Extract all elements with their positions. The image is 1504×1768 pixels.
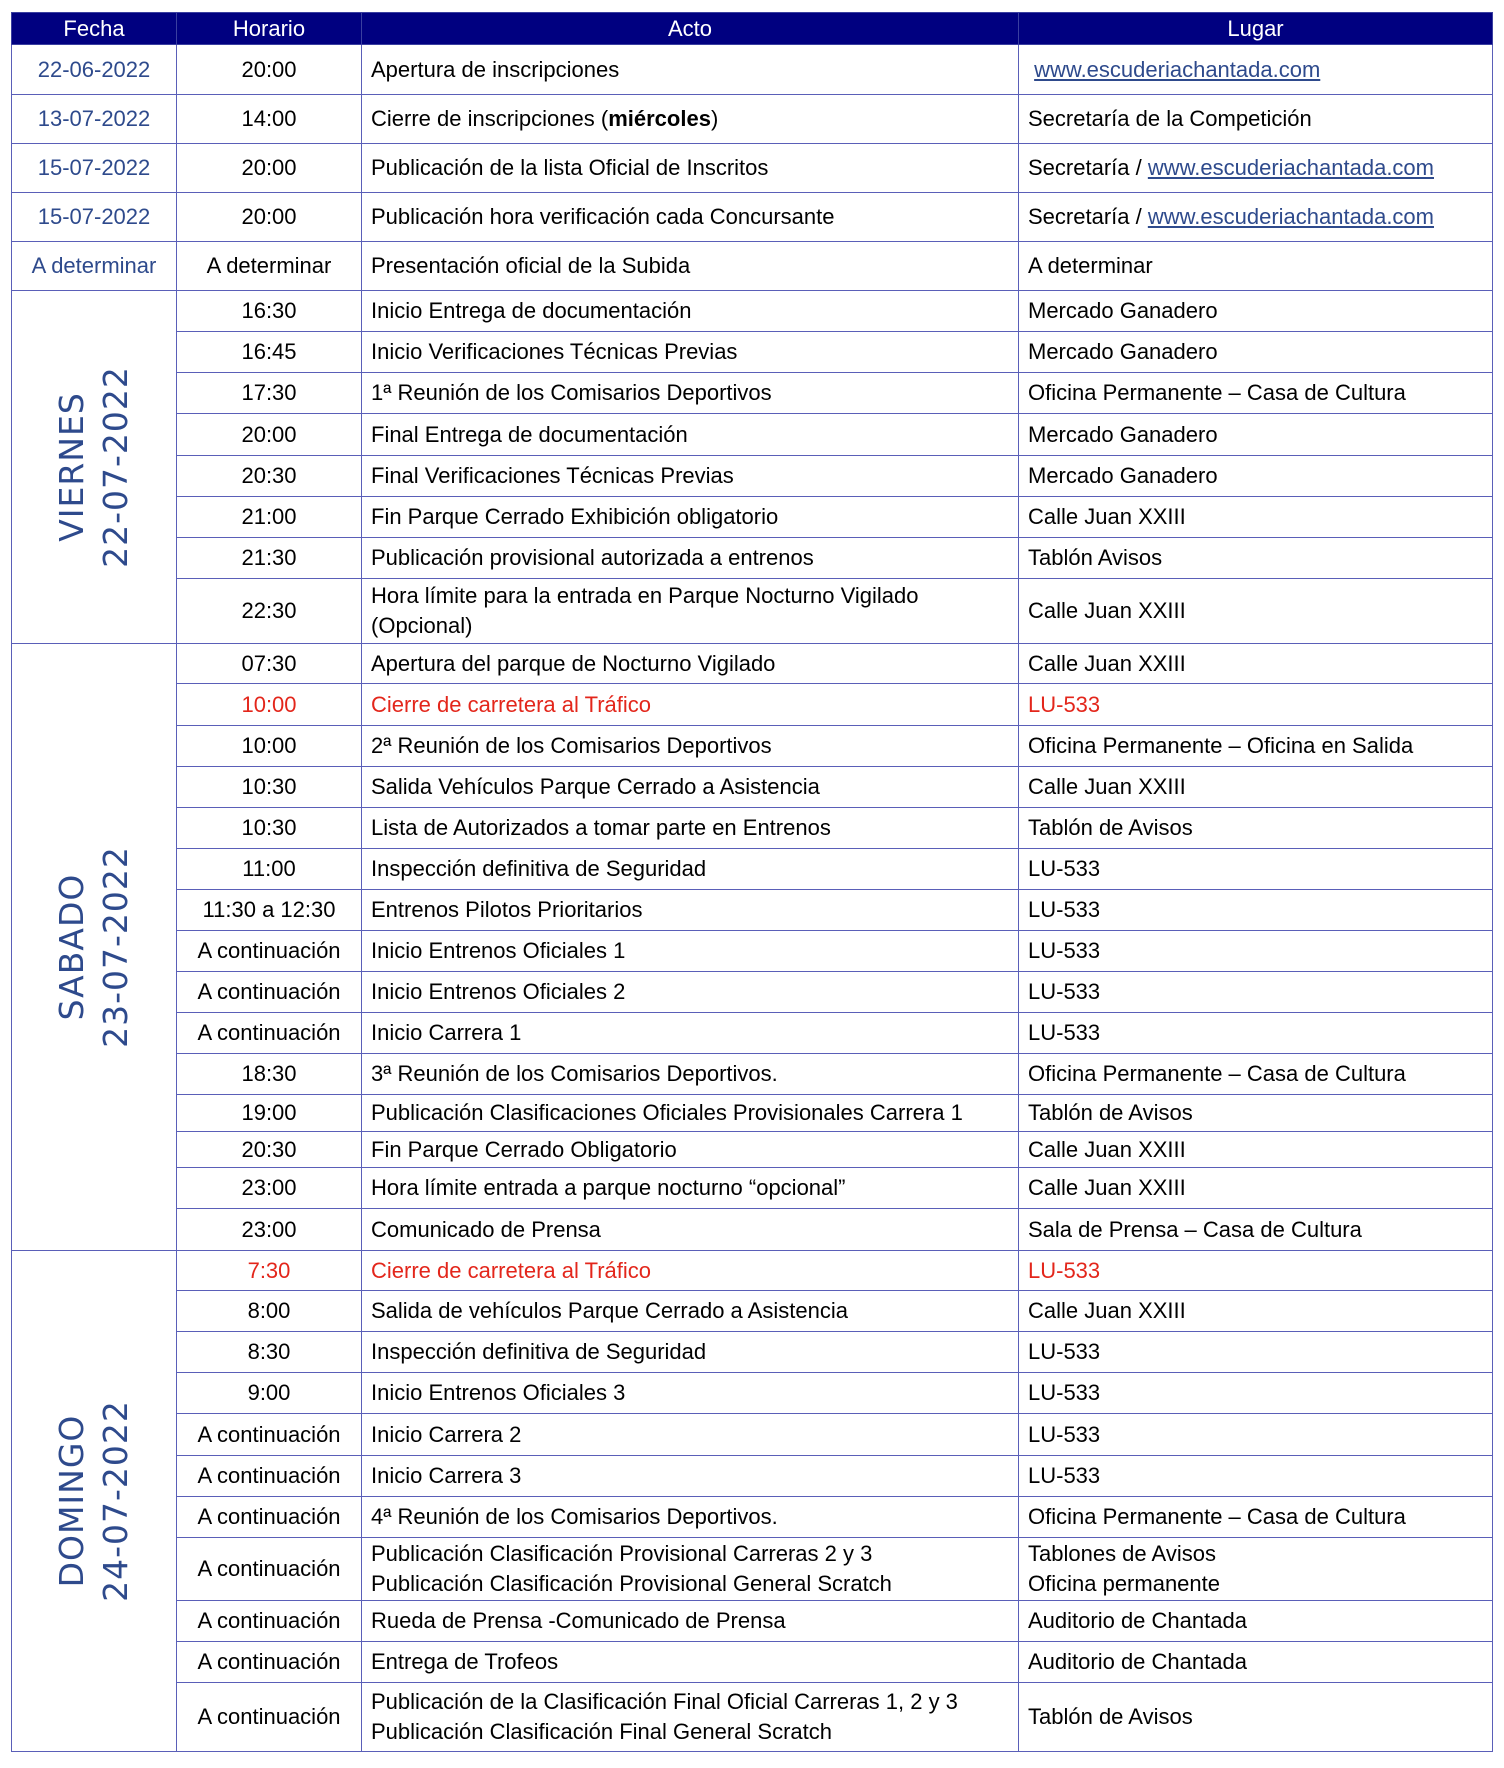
lugar-cell: Calle Juan XXIII <box>1019 644 1493 684</box>
acto-cell: Final Verificaciones Técnicas Previas <box>362 456 1019 497</box>
acto-line: Hora límite para la entrada en Parque Nocturno Vigilado <box>371 583 919 608</box>
acto-cell: Cierre de carretera al Tráfico <box>362 1251 1019 1291</box>
horario-cell: A continuación <box>177 1683 362 1752</box>
table-row <box>12 1054 1493 1095</box>
day-name: SABADO <box>52 873 91 1021</box>
acto-cell: Inicio Entrega de documentación <box>362 291 1019 332</box>
horario-cell: A continuación <box>177 1456 362 1497</box>
acto-cell <box>362 1538 1019 1601</box>
acto-cell: 3ª Reunión de los Comisarios Deportivos. <box>362 1054 1019 1095</box>
acto-cell: Inicio Carrera 2 <box>362 1414 1019 1456</box>
table-row <box>12 849 1493 890</box>
table-row <box>12 95 1493 144</box>
table-row <box>12 808 1493 849</box>
acto-cell: Comunicado de Prensa <box>362 1209 1019 1251</box>
table-row <box>12 726 1493 767</box>
horario-cell: 21:30 <box>177 538 362 579</box>
acto-cell: Fin Parque Cerrado Obligatorio <box>362 1132 1019 1168</box>
horario-cell: 23:00 <box>177 1209 362 1251</box>
lugar-cell: Mercado Ganadero <box>1019 332 1493 373</box>
horario-cell: 22:30 <box>177 579 362 644</box>
acto-cell: Inicio Entrenos Oficiales 2 <box>362 972 1019 1013</box>
lugar-cell: Tablón de Avisos <box>1019 1095 1493 1132</box>
table-row <box>12 497 1493 538</box>
table-row <box>12 456 1493 497</box>
table-row <box>12 1251 1493 1291</box>
acto-cell: Inicio Verificaciones Técnicas Previas <box>362 332 1019 373</box>
horario-cell: 7:30 <box>177 1251 362 1291</box>
horario-cell: 20:00 <box>177 144 362 193</box>
horario-cell: 11:30 a 12:30 <box>177 890 362 931</box>
lugar-prefix: Secretaría / <box>1028 204 1148 229</box>
lugar-line: Tablones de Avisos <box>1028 1541 1216 1566</box>
lugar-cell: Mercado Ganadero <box>1019 291 1493 332</box>
table-row <box>12 1456 1493 1497</box>
acto-cell: Inicio Carrera 3 <box>362 1456 1019 1497</box>
lugar-cell: A determinar <box>1019 242 1493 291</box>
horario-cell: A continuación <box>177 1538 362 1601</box>
table-row <box>12 1095 1493 1132</box>
acto-cell: 2ª Reunión de los Comisarios Deportivos <box>362 726 1019 767</box>
lugar-cell: Auditorio de Chantada <box>1019 1601 1493 1642</box>
lugar-cell: LU-533 <box>1019 1414 1493 1456</box>
table-row <box>12 1497 1493 1538</box>
acto-text-end: ) <box>710 106 719 131</box>
horario-cell: 18:30 <box>177 1054 362 1095</box>
acto-cell: Apertura del parque de Nocturno Vigilado <box>362 644 1019 684</box>
schedule-table <box>11 12 1493 1752</box>
lugar-cell: Mercado Ganadero <box>1019 414 1493 456</box>
lugar-cell: LU-533 <box>1019 1373 1493 1414</box>
lugar-cell: Auditorio de Chantada <box>1019 1642 1493 1683</box>
day-date: 22-07-2022 <box>96 366 135 568</box>
table-row <box>12 1332 1493 1373</box>
lugar-cell: Oficina Permanente – Casa de Cultura <box>1019 373 1493 414</box>
table-row <box>12 242 1493 291</box>
acto-text: Cierre de inscripciones ( <box>371 106 609 131</box>
fecha-cell: 13-07-2022 <box>12 95 177 144</box>
lugar-cell: Tablón de Avisos <box>1019 808 1493 849</box>
table-row <box>12 1209 1493 1251</box>
lugar-cell: Oficina Permanente – Casa de Cultura <box>1019 1054 1493 1095</box>
horario-cell: 20:00 <box>177 45 362 95</box>
day-cell <box>12 291 177 644</box>
lugar-cell <box>1019 144 1493 193</box>
acto-cell: Hora límite entrada a parque nocturno “opcional” <box>362 1168 1019 1209</box>
lugar-cell: LU-533 <box>1019 849 1493 890</box>
acto-cell: Salida Vehículos Parque Cerrado a Asistencia <box>362 767 1019 808</box>
lugar-cell: LU-533 <box>1019 1251 1493 1291</box>
lugar-cell: Calle Juan XXIII <box>1019 497 1493 538</box>
horario-cell: 19:00 <box>177 1095 362 1132</box>
table-row <box>12 972 1493 1013</box>
horario-cell: 10:30 <box>177 767 362 808</box>
table-row <box>12 684 1493 726</box>
acto-cell: Inspección definitiva de Seguridad <box>362 1332 1019 1373</box>
lugar-cell: Tablón de Avisos <box>1019 1683 1493 1752</box>
acto-cell: Inicio Entrenos Oficiales 3 <box>362 1373 1019 1414</box>
header-horario: Horario <box>177 13 362 45</box>
horario-cell: A continuación <box>177 1013 362 1054</box>
horario-cell: A continuación <box>177 972 362 1013</box>
table-row <box>12 373 1493 414</box>
acto-cell: Publicación Clasificaciones Oficiales Provisionales Carrera 1 <box>362 1095 1019 1132</box>
table-row <box>12 1168 1493 1209</box>
table-row <box>12 193 1493 242</box>
day-label <box>50 366 138 568</box>
header-row <box>12 13 1493 45</box>
lugar-cell: Oficina Permanente – Oficina en Salida <box>1019 726 1493 767</box>
horario-cell: 8:30 <box>177 1332 362 1373</box>
acto-line: Publicación Clasificación Provisional Carreras 2 y 3 <box>371 1541 873 1566</box>
lugar-cell: Tablón Avisos <box>1019 538 1493 579</box>
day-name: DOMINGO <box>52 1414 91 1588</box>
table-row <box>12 144 1493 193</box>
horario-cell: A continuación <box>177 1497 362 1538</box>
lugar-cell: LU-533 <box>1019 1332 1493 1373</box>
table-row <box>12 767 1493 808</box>
table-row <box>12 1414 1493 1456</box>
horario-cell: 20:30 <box>177 1132 362 1168</box>
lugar-cell: Calle Juan XXIII <box>1019 767 1493 808</box>
horario-cell: 20:00 <box>177 193 362 242</box>
table-row <box>12 890 1493 931</box>
acto-cell: Final Entrega de documentación <box>362 414 1019 456</box>
lugar-cell: Calle Juan XXIII <box>1019 1168 1493 1209</box>
lugar-cell: Oficina Permanente – Casa de Cultura <box>1019 1497 1493 1538</box>
table-row <box>12 332 1493 373</box>
horario-cell: A continuación <box>177 1642 362 1683</box>
lugar-cell <box>1019 45 1493 95</box>
acto-cell: Rueda de Prensa -Comunicado de Prensa <box>362 1601 1019 1642</box>
header-lugar: Lugar <box>1019 13 1493 45</box>
day-date: 23-07-2022 <box>96 846 135 1048</box>
website-link[interactable]: www.escuderiachantada.com <box>1147 155 1434 180</box>
table-row <box>12 414 1493 456</box>
acto-line: Publicación Clasificación Provisional General Scratch <box>371 1571 892 1596</box>
horario-cell: A continuación <box>177 931 362 972</box>
acto-cell: Entrenos Pilotos Prioritarios <box>362 890 1019 931</box>
acto-bold-text: miércoles <box>608 106 711 131</box>
acto-line: (Opcional) <box>371 613 473 638</box>
horario-cell: 17:30 <box>177 373 362 414</box>
horario-cell: 11:00 <box>177 849 362 890</box>
lugar-cell: Calle Juan XXIII <box>1019 1132 1493 1168</box>
acto-cell: Salida de vehículos Parque Cerrado a Asistencia <box>362 1291 1019 1332</box>
horario-cell: 16:45 <box>177 332 362 373</box>
horario-cell: 20:30 <box>177 456 362 497</box>
day-label <box>50 846 138 1048</box>
acto-line: Publicación de la Clasificación Final Oficial Carreras 1, 2 y 3 <box>371 1689 958 1714</box>
acto-cell: Lista de Autorizados a tomar parte en Entrenos <box>362 808 1019 849</box>
lugar-cell: Calle Juan XXIII <box>1019 579 1493 644</box>
fecha-cell: A determinar <box>12 242 177 291</box>
lugar-cell: LU-533 <box>1019 1456 1493 1497</box>
table-row <box>12 1013 1493 1054</box>
acto-cell <box>362 1683 1019 1752</box>
website-link[interactable]: www.escuderiachantada.com <box>1034 56 1321 82</box>
horario-cell: 07:30 <box>177 644 362 684</box>
fecha-cell: 15-07-2022 <box>12 193 177 242</box>
table-row <box>12 579 1493 644</box>
horario-cell: 10:00 <box>177 726 362 767</box>
acto-cell: Inicio Carrera 1 <box>362 1013 1019 1054</box>
table-row <box>12 931 1493 972</box>
lugar-cell <box>1019 193 1493 242</box>
lugar-cell: LU-533 <box>1019 931 1493 972</box>
fecha-cell: 22-06-2022 <box>12 45 177 95</box>
horario-cell: 8:00 <box>177 1291 362 1332</box>
acto-line: Publicación Clasificación Final General Scratch <box>371 1719 832 1744</box>
horario-cell: A continuación <box>177 1414 362 1456</box>
horario-cell: 16:30 <box>177 291 362 332</box>
website-link[interactable]: www.escuderiachantada.com <box>1147 204 1434 229</box>
horario-cell: 23:00 <box>177 1168 362 1209</box>
horario-cell: 10:30 <box>177 808 362 849</box>
horario-cell: 10:00 <box>177 684 362 726</box>
lugar-prefix: Secretaría / <box>1028 155 1148 180</box>
lugar-cell <box>1019 1538 1493 1601</box>
table-row <box>12 538 1493 579</box>
day-cell <box>12 1251 177 1752</box>
horario-cell: 14:00 <box>177 95 362 144</box>
acto-cell: Cierre de carretera al Tráfico <box>362 684 1019 726</box>
table-row <box>12 1373 1493 1414</box>
acto-cell: Publicación hora verificación cada Concursante <box>362 193 1019 242</box>
table-row <box>12 1683 1493 1752</box>
day-cell <box>12 644 177 1251</box>
acto-cell: Fin Parque Cerrado Exhibición obligatorio <box>362 497 1019 538</box>
table-row <box>12 1132 1493 1168</box>
acto-cell: Presentación oficial de la Subida <box>362 242 1019 291</box>
table-row <box>12 1538 1493 1601</box>
horario-cell: 9:00 <box>177 1373 362 1414</box>
acto-cell <box>362 95 1019 144</box>
lugar-line: Oficina permanente <box>1028 1571 1220 1596</box>
acto-cell: Inicio Entrenos Oficiales 1 <box>362 931 1019 972</box>
day-date: 24-07-2022 <box>96 1400 135 1602</box>
horario-cell: A determinar <box>177 242 362 291</box>
horario-cell: 20:00 <box>177 414 362 456</box>
table-row <box>12 45 1493 95</box>
acto-cell: 1ª Reunión de los Comisarios Deportivos <box>362 373 1019 414</box>
table-row <box>12 1601 1493 1642</box>
lugar-cell: LU-533 <box>1019 684 1493 726</box>
table-row <box>12 1642 1493 1683</box>
acto-cell: Apertura de inscripciones <box>362 45 1019 95</box>
header-acto: Acto <box>362 13 1019 45</box>
lugar-cell: LU-533 <box>1019 890 1493 931</box>
lugar-cell: LU-533 <box>1019 1013 1493 1054</box>
acto-cell <box>362 579 1019 644</box>
table-row <box>12 1291 1493 1332</box>
table-row <box>12 291 1493 332</box>
lugar-cell: Sala de Prensa – Casa de Cultura <box>1019 1209 1493 1251</box>
acto-cell: Entrega de Trofeos <box>362 1642 1019 1683</box>
acto-cell: Publicación provisional autorizada a entrenos <box>362 538 1019 579</box>
fecha-cell: 15-07-2022 <box>12 144 177 193</box>
horario-cell: A continuación <box>177 1601 362 1642</box>
day-label <box>50 1400 138 1602</box>
lugar-cell: Calle Juan XXIII <box>1019 1291 1493 1332</box>
table-row <box>12 644 1493 684</box>
lugar-cell: Secretaría de la Competición <box>1019 95 1493 144</box>
acto-cell: 4ª Reunión de los Comisarios Deportivos. <box>362 1497 1019 1538</box>
day-name: VIERNES <box>52 392 91 542</box>
horario-cell: 21:00 <box>177 497 362 538</box>
lugar-cell: LU-533 <box>1019 972 1493 1013</box>
acto-cell: Inspección definitiva de Seguridad <box>362 849 1019 890</box>
acto-cell: Publicación de la lista Oficial de Inscritos <box>362 144 1019 193</box>
lugar-cell: Mercado Ganadero <box>1019 456 1493 497</box>
header-fecha: Fecha <box>12 13 177 45</box>
